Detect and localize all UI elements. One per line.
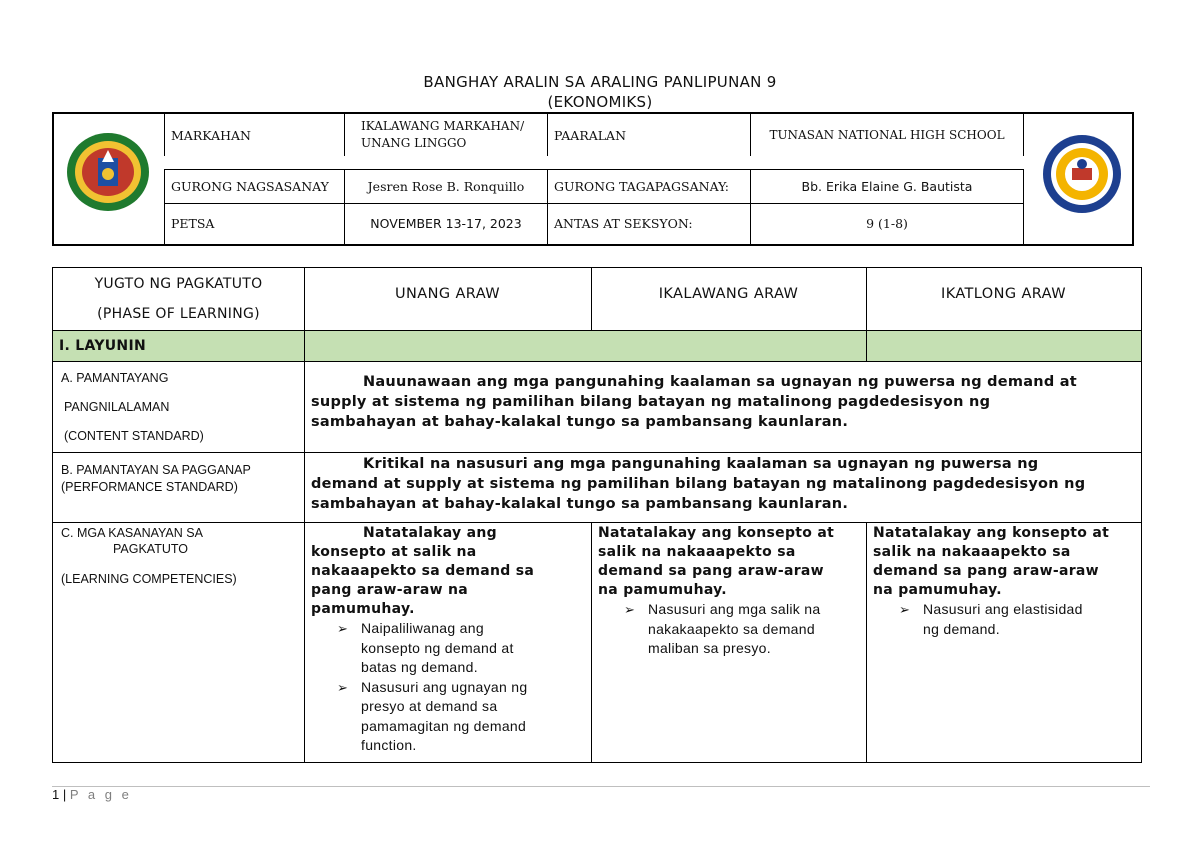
content-text-2: supply at sistema ng pamilihan bilang batayan ng matalinong pagdedesisyon ng [311,394,991,410]
performance-standard-label [61,462,301,496]
markahan-value-line2: UNANG LINGGO [361,136,467,150]
comp-label-2: PAGKATUTO [113,542,189,556]
layunin-fill-2 [867,331,1141,361]
markahan-label: MARKAHAN [164,114,344,156]
perf-text-3: sambahayan at bahay-kalakal tungo sa pambansang kaunlaran. [311,496,849,512]
phase-header-line2: (PHASE OF LEARNING) [97,306,260,322]
page-footer [52,787,132,802]
perf-text-2: demand at supply at sistema ng pamilihan bilang batayan ng matalinong pagdedesisyon ng [311,476,1086,492]
layunin-label: I. LAYUNIN [53,331,304,361]
perf-label-1: B. PAMANTAYAN SA PAGGANAP [61,463,251,477]
markahan-value [344,114,547,156]
day2-bullet-1: ➢ Nasusuri ang mga salik na nakakaapekto sa demand maliban sa presyo. [598,600,864,659]
perf-label-2: (PERFORMANCE STANDARD) [61,480,238,494]
content-label-2: PANGNILALAMAN [64,400,170,414]
competencies-label [61,525,301,587]
day3-header: IKATLONG ARAW [941,286,1066,302]
phase-of-learning-header [53,268,304,330]
lesson-plan-table [52,267,1142,763]
day1-competency: Natatalakay ang konsepto at salik na nakaaapekto sa demand sa pang araw-araw na pamumuhay. [311,525,535,617]
guro-value: Jesren Rose B. Ronquillo [344,169,547,203]
document-title: BANGHAY ARALIN SA ARALING PANLIPUNAN 9 [423,73,777,91]
content-standard-label [61,364,301,450]
content-standard-text [311,372,1139,432]
content-text-3: sambahayan at bahay-kalakal tungo sa pambansang kaunlaran. [311,414,849,430]
comp-label-1: C. MGA KASANAYAN SA [61,526,203,540]
content-text-1: Nauunawaan ang mga pangunahing kaalaman sa ugnayan ng puwersa ng demand at [363,374,1077,390]
page-number: 1 [52,787,60,802]
day2-header: IKALAWANG ARAW [658,286,799,302]
petsa-label: PETSA [164,203,344,244]
document-subtitle: (EKONOMIKS) [547,93,653,111]
markahan-value-line1: IKALAWANG MARKAHAN/ [361,119,525,133]
tagapagsanay-value: Bb. Erika Elaine G. Bautista [750,169,1024,203]
page-label: P a g e [69,787,132,802]
bullet-arrow-icon: ➢ [624,602,636,617]
left-school-seal-icon [66,132,150,212]
header-table [52,112,1134,246]
day2-competency: Natatalakay ang konsepto at salik na nakaaapekto sa demand sa pang araw-araw na pamumuhay. [598,525,835,598]
paaralan-label: PAARALAN [547,114,750,156]
paaralan-value: TUNASAN NATIONAL HIGH SCHOOL [750,114,1024,156]
right-school-seal-icon [1042,134,1122,214]
day1-header: UNANG ARAW [395,286,500,302]
bullet-arrow-icon: ➢ [899,602,911,617]
layunin-fill-1 [305,331,866,361]
phase-header-line1: YUGTO NG PAGKATUTO [94,276,263,292]
guro-label: GURONG NAGSASANAY [164,169,344,203]
day3-competencies [873,524,1139,639]
day1-bullet-2: ➢ Nasusuri ang ugnayan ng presyo at demand sa pamamagitan ng demand function. [311,678,589,756]
day1-bullet-1: ➢ Naipaliliwanag ang konsepto ng demand at batas ng demand. [311,619,589,678]
day3-bullet-1: ➢ Nasusuri ang elastisidad ng demand. [873,600,1139,639]
petsa-value: NOVEMBER 13-17, 2023 [344,203,547,244]
bullet-arrow-icon: ➢ [337,679,349,695]
tagapagsanay-label: GURONG TAGAPAGSANAY: [547,169,750,203]
performance-standard-text [311,454,1139,514]
footer-separator: | [62,787,67,802]
comp-label-3: (LEARNING COMPETENCIES) [61,572,237,586]
day3-competency: Natatalakay ang konsepto at salik na nakaaapekto sa demand sa pang araw-araw na pamumuhay. [873,525,1110,598]
day1-competencies [311,524,589,756]
antas-label: ANTAS AT SEKSYON: [547,203,750,244]
day2-competencies [598,524,864,659]
perf-text-1: Kritikal na nasusuri ang mga pangunahing kaalaman sa ugnayan ng puwersa ng [363,456,1039,472]
bullet-arrow-icon: ➢ [337,621,349,636]
antas-value: 9 (1-8) [750,203,1024,244]
content-label-1: A. PAMANTAYANG [61,371,169,385]
footer-divider [52,786,1150,787]
content-label-3: (CONTENT STANDARD) [64,429,204,443]
